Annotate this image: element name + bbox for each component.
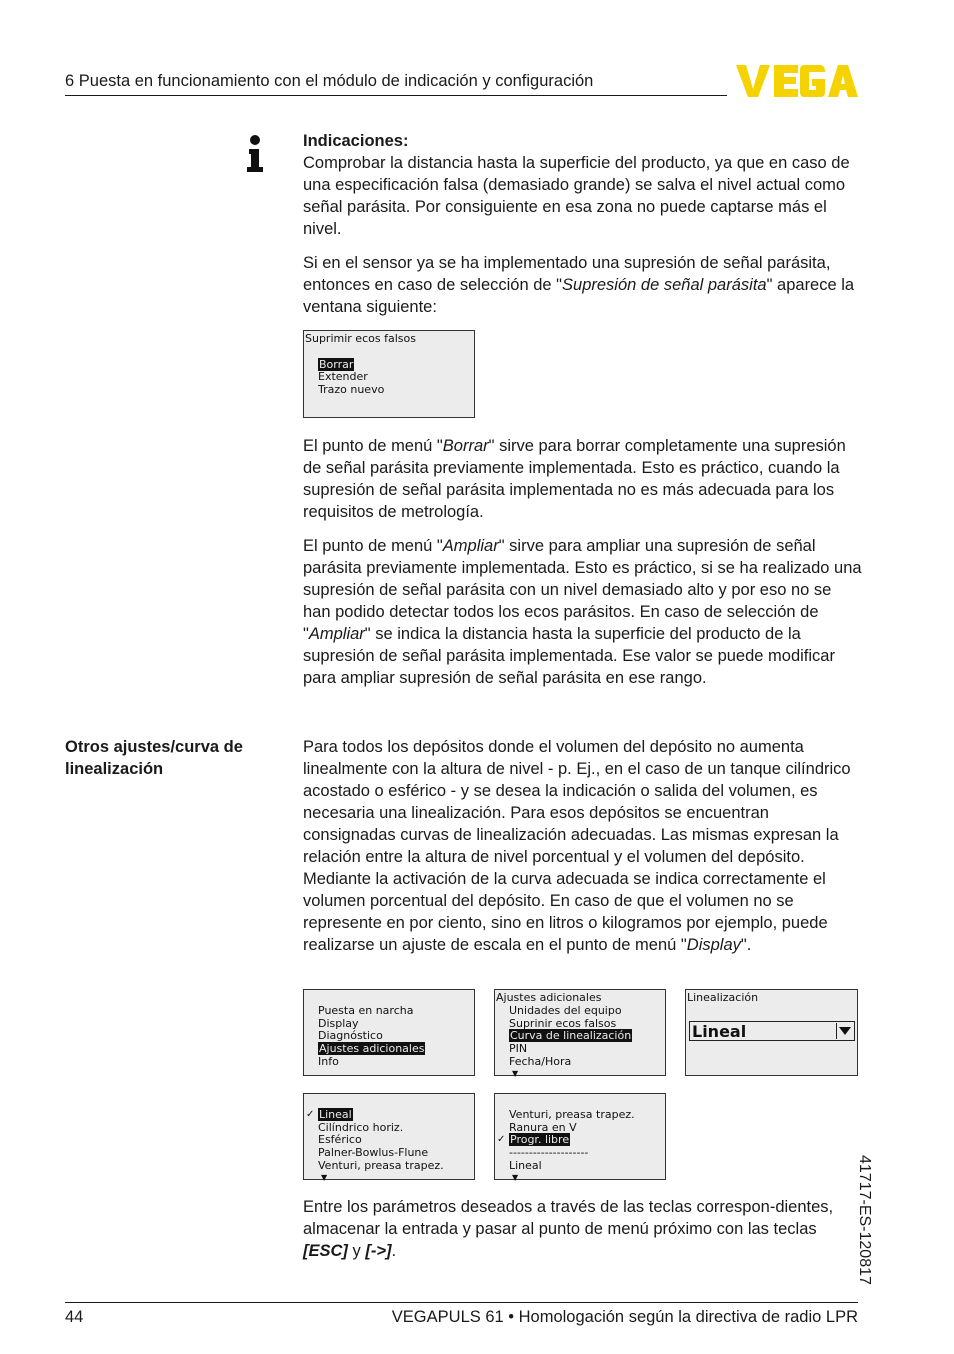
- menu-item-selected[interactable]: Lineal: [319, 1107, 352, 1121]
- scroll-down-icon: ▼: [321, 1172, 328, 1182]
- para-text: y: [347, 1242, 366, 1260]
- display-screen-suppress-echoes: [303, 330, 475, 418]
- paragraph-existing-suppression: [303, 252, 863, 318]
- menu-item[interactable]: Venturi, preasa trapez.: [509, 1107, 635, 1121]
- key-esc: [ESC]: [303, 1242, 348, 1260]
- display-screen-main-menu: [303, 989, 475, 1076]
- note-heading: Indicaciones:: [303, 132, 409, 150]
- menu-item[interactable]: Puesta en narcha: [318, 1003, 414, 1017]
- menu-item-selected[interactable]: Ajustes adicionales: [319, 1042, 425, 1056]
- display-screen-curve-list-1: [303, 1093, 475, 1180]
- document-id: 41717-ES-120817: [856, 1155, 873, 1285]
- para-text: El punto de menú ": [303, 437, 443, 455]
- footer-rule: [65, 1302, 858, 1303]
- para-text: " sirve para ampliar una supresión de señal parásita previamente implementada. Esto es práctico, si se ha realizado una supresión de señal parásita con un nivel demasiado alto y por eso no se han podido detectar todos los ecos parásitos. En caso de selección de ": [303, 537, 862, 643]
- menu-item[interactable]: Palner-Bowlus-Flune: [318, 1146, 429, 1160]
- header-rule: [65, 95, 727, 96]
- paragraph-borrar: [303, 435, 863, 523]
- menu-item-selected[interactable]: Curva de linealización: [510, 1029, 632, 1043]
- menu-item[interactable]: Unidades del equipo: [509, 1003, 622, 1017]
- check-icon: ✓: [306, 1108, 315, 1120]
- menu-item[interactable]: Cilíndrico horiz.: [318, 1120, 404, 1134]
- menu-item[interactable]: Lineal: [509, 1158, 542, 1172]
- para-text: Para todos los depósitos donde el volumen del depósito no aumenta linealmente con la altura de nivel - p. Ej., en el caso de un tanque cilíndrico acostado o esférico - y se desea la indicación o salida del volumen, es necesaria una linealización. Para esos depósitos se encuentran consignadas curvas de linealización adecuadas. Las mismas expresan la relación entre la altura de nivel porcentual y el volumen del depósito. Mediante la activación de la curva adecuada se indica correctamente el volumen porcentual del depósito. En caso de que el volumen no se represente en por ciento, sino en litros o kilogramos por ejemplo, puede realizarse un ajuste de escala en el punto de menú ": [303, 738, 851, 954]
- para-emphasis: Ampliar: [442, 537, 499, 555]
- para-text: Si en el sensor ya se ha implementado una supresión de señal parásita, entonces en caso de selección de ": [303, 254, 831, 294]
- para-text: El punto de menú ": [303, 537, 443, 555]
- paragraph-ampliar: [303, 535, 863, 689]
- menu-item[interactable]: Display: [318, 1016, 359, 1030]
- check-icon: ✓: [497, 1134, 506, 1146]
- menu-item[interactable]: Trazo nuevo: [318, 383, 385, 397]
- vega-logo: [734, 62, 858, 100]
- screen-title: Ajustes adicionales: [496, 991, 602, 1004]
- display-screen-curve-list-2: [494, 1093, 666, 1180]
- note-text: Comprobar la distancia hasta la superficie del producto, ya que en caso de una especificación falsa (demasiado grande) se salva el nivel actual como señal parásita. Por consiguiente en esa zona no puede captarse más el nivel.: [303, 154, 850, 238]
- para-emphasis: Ampliar: [308, 625, 365, 643]
- info-icon: [245, 134, 265, 174]
- screen-title: Suprimir ecos falsos: [305, 332, 416, 345]
- menu-item-selected[interactable]: Progr. libre: [510, 1133, 570, 1147]
- menu-item[interactable]: Info: [318, 1054, 339, 1068]
- select-value: Lineal: [692, 1022, 747, 1041]
- linearization-select[interactable]: [689, 1021, 855, 1041]
- menu-item[interactable]: Extender: [318, 370, 368, 384]
- dropdown-arrow-icon[interactable]: [836, 1023, 853, 1039]
- section-heading: Otros ajustes/curva de linealización: [65, 738, 243, 778]
- chapter-header: 6 Puesta en funcionamiento con el módulo de indicación y configuración: [65, 72, 594, 90]
- footer-title: VEGAPULS 61 • Homologación según la directiva de radio LPR: [391, 1308, 858, 1326]
- para-text: " se indica la distancia hasta la superficie del producto de la supresión de señal parásita implementada. Ese valor se puede modificar para ampliar supresión de señal parásita en ese rango.: [303, 625, 835, 687]
- scroll-down-icon: ▼: [512, 1172, 519, 1182]
- display-screen-additional-settings: [494, 989, 666, 1076]
- display-screen-linearization: [685, 989, 858, 1076]
- menu-item[interactable]: PIN: [509, 1042, 528, 1056]
- menu-item[interactable]: Fecha/Hora: [509, 1054, 572, 1068]
- paragraph-linearization: [303, 736, 863, 956]
- separator-line: --------------------: [509, 1146, 589, 1160]
- para-text: ".: [740, 936, 752, 954]
- scroll-down-icon: ▼: [512, 1068, 519, 1078]
- menu-item[interactable]: Ranura en V: [509, 1120, 577, 1134]
- para-emphasis: Borrar: [442, 437, 489, 455]
- menu-item[interactable]: Suprinir ecos falsos: [509, 1016, 617, 1030]
- menu-item[interactable]: Esférico: [318, 1133, 362, 1147]
- key-arrow: [->]: [365, 1242, 392, 1260]
- para-text: " aparece la ventana siguiente:: [303, 276, 855, 316]
- menu-item-selected[interactable]: Borrar: [319, 357, 354, 371]
- note-block: [303, 130, 863, 240]
- para-text: Entre los parámetros deseados a través de las teclas correspon-dientes, almacenar la entrada y pasar al punto de menú próximo con las teclas: [303, 1198, 834, 1238]
- page-number: 44: [65, 1308, 84, 1326]
- para-text: .: [391, 1242, 397, 1260]
- screen-title: Linealización: [687, 991, 759, 1004]
- menu-item[interactable]: Venturi, preasa trapez.: [318, 1158, 444, 1172]
- para-text: " sirve para borrar completamente una supresión de señal parásita previamente implementada. Esto es práctico, cuando la supresión de señal parásita implementada no es más adecuada para los requisitos de metrología.: [303, 437, 846, 521]
- paragraph-final: [303, 1196, 863, 1262]
- para-emphasis: Supresión de señal parásita: [562, 276, 767, 294]
- menu-item[interactable]: Diagnóstico: [318, 1029, 383, 1043]
- para-emphasis: Display: [686, 936, 741, 954]
